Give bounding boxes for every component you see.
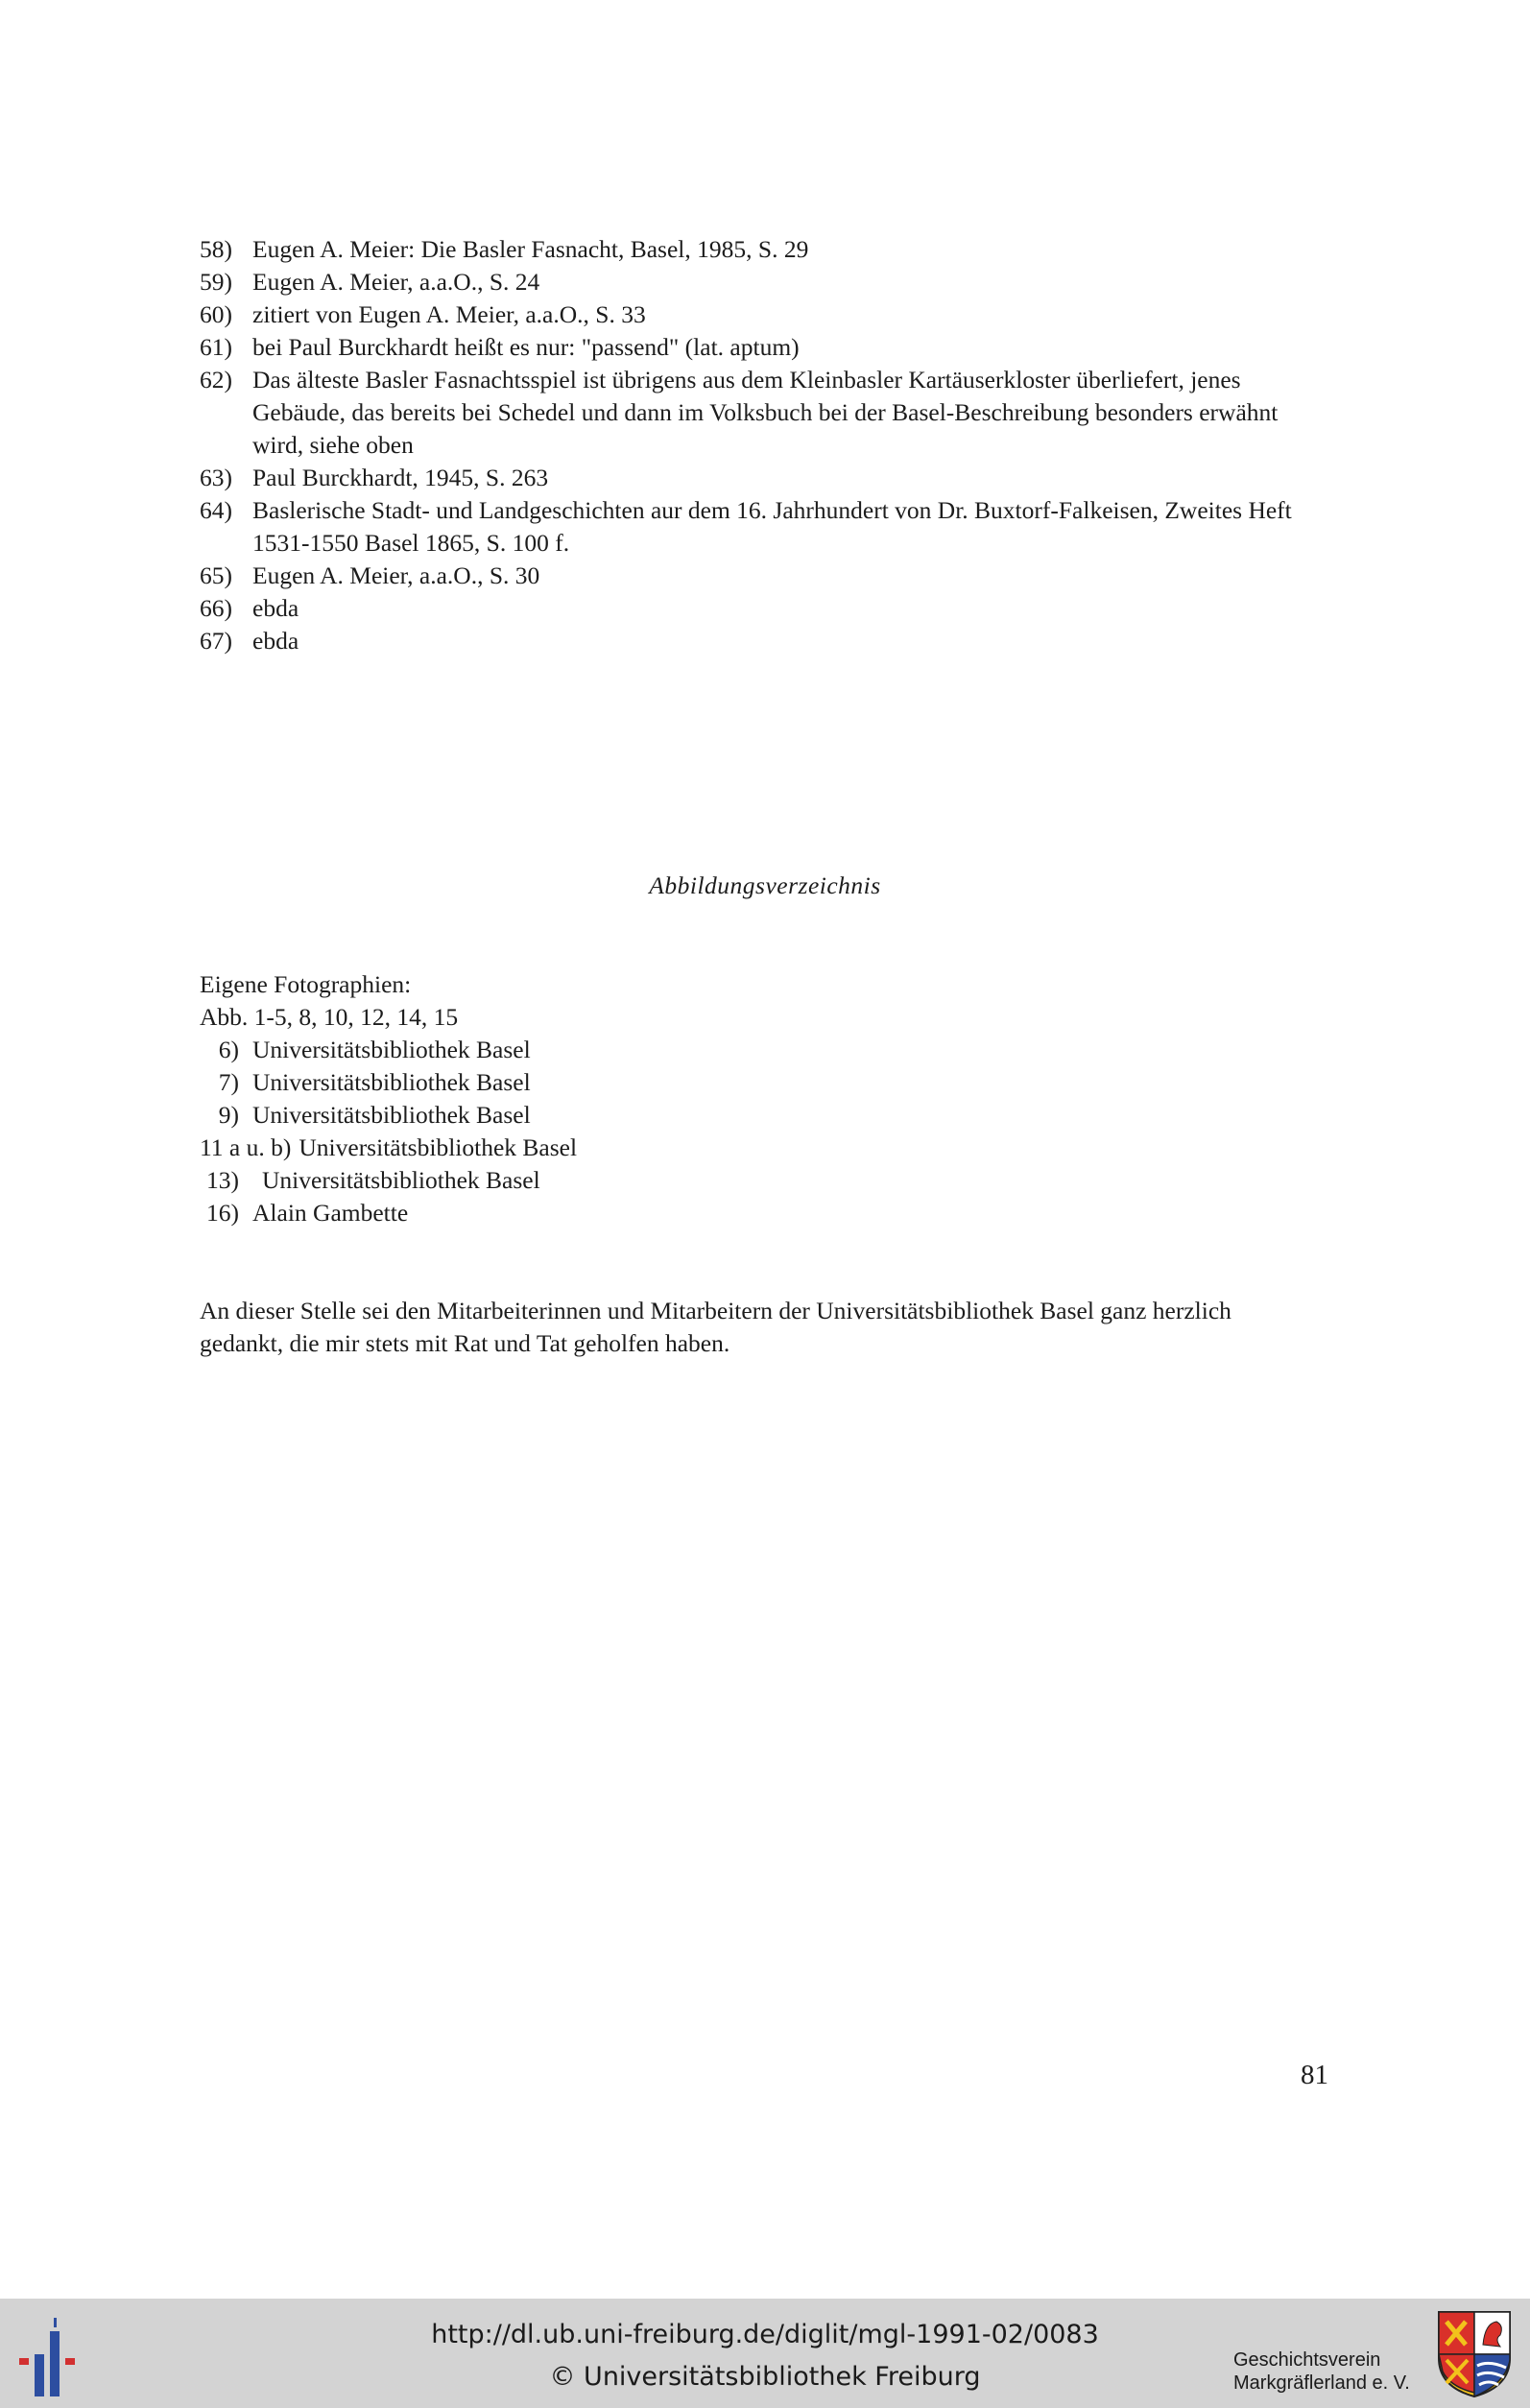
- footnote-text: Das älteste Basler Fasnachtsspiel ist übrigens aus dem Kleinbasler Kartäuserkloster überliefert, jenes Gebäude, das bereits bei Schedel und dann im Volksbuch bei der Basel-Beschreibung besonders erwähnt wird, siehe oben: [252, 366, 1279, 459]
- footnote-text: Eugen A. Meier, a.a.O., S. 24: [252, 268, 540, 296]
- credit-item: [200, 1164, 1064, 1197]
- footnote-number: 59): [200, 268, 232, 296]
- acknowledgement-paragraph: An dieser Stelle sei den Mitarbeiterinnen und Mitarbeitern der Universitätsbibliothek Basel ganz herzlich gedankt, die mir stets mit Rat und Tat geholfen haben.: [200, 1297, 1231, 1357]
- footnote-text: bei Paul Burckhardt heißt es nur: "passend" (lat. aptum): [252, 333, 800, 361]
- footnote-item: [200, 462, 1351, 494]
- credit-number: 16): [206, 1199, 239, 1227]
- credit-number: 7): [218, 1068, 239, 1096]
- society-line-1: Geschichtsverein: [1233, 2349, 1381, 2371]
- footnote-item: [200, 560, 1351, 592]
- footnote-number: 60): [200, 300, 232, 328]
- footnote-number: 66): [200, 594, 232, 622]
- society-name: [1233, 2348, 1410, 2395]
- section-heading: Abbildungsverzeichnis: [649, 871, 881, 899]
- illustration-credits: [200, 968, 1064, 1229]
- footnote-item: [200, 364, 1308, 462]
- footnote-text: ebda: [252, 627, 299, 655]
- credit-source: Universitätsbibliothek Basel: [252, 1036, 531, 1063]
- footnote-text: Paul Burckhardt, 1945, S. 263: [252, 464, 549, 491]
- footnote-text: Baslerische Stadt- und Landgeschichten aur dem 16. Jahrhundert von Dr. Buxtorf-Falkeisen, Zweites Heft 1531-1550 Basel 1865, S. 100 f.: [252, 496, 1292, 557]
- credit-item: [200, 1197, 1064, 1229]
- credit-number: 11 a u. b): [200, 1133, 292, 1161]
- credit-source: Universitätsbibliothek Basel: [252, 1068, 531, 1096]
- credit-source: Alain Gambette: [252, 1199, 409, 1227]
- own-photos-list: Abb. 1-5, 8, 10, 12, 14, 15: [200, 1003, 459, 1031]
- footnote-number: 65): [200, 561, 232, 589]
- credit-item: [200, 1034, 1064, 1066]
- footnote-number: 64): [200, 496, 232, 524]
- credit-number: 6): [218, 1036, 239, 1063]
- credit-item: [200, 1132, 1064, 1164]
- footnote-number: 58): [200, 235, 232, 263]
- footnote-number: 67): [200, 627, 232, 655]
- footnote-text: Eugen A. Meier, a.a.O., S. 30: [252, 561, 540, 589]
- footnote-text: ebda: [252, 594, 299, 622]
- permalink-link[interactable]: http://dl.ub.uni-freiburg.de/diglit/mgl-1991-02/0083: [431, 2320, 1099, 2349]
- footnote-number: 61): [200, 333, 232, 361]
- credit-item: [200, 1099, 1064, 1132]
- footnote-item: [200, 331, 1351, 364]
- coat-of-arms-icon: [1437, 2310, 1512, 2398]
- credit-source: Universitätsbibliothek Basel: [252, 1101, 531, 1129]
- footnote-text: zitiert von Eugen A. Meier, a.a.O., S. 33: [252, 300, 646, 328]
- footnote-number: 63): [200, 464, 232, 491]
- credit-number: 9): [218, 1101, 239, 1129]
- credit-number: 13): [206, 1166, 239, 1194]
- footnote-list: [200, 233, 1351, 657]
- footnote-item: [200, 625, 1351, 657]
- credits-intro: Eigene Fotographien:: [200, 970, 412, 998]
- footnote-item: [200, 266, 1351, 298]
- society-line-2: Markgräflerland e. V.: [1233, 2372, 1410, 2394]
- footnote-text: Eugen A. Meier: Die Basler Fasnacht, Basel, 1985, S. 29: [252, 235, 809, 263]
- viewer-footer: [0, 2299, 1530, 2408]
- page-number: 81: [1301, 2060, 1328, 2090]
- credit-source: Universitätsbibliothek Basel: [262, 1166, 540, 1194]
- footnote-item: [200, 592, 1351, 625]
- credit-item: [200, 1066, 1064, 1099]
- footnote-item: [200, 494, 1327, 560]
- footnote-item: [200, 233, 1351, 266]
- footnote-number: 62): [200, 366, 232, 393]
- copyright-notice: © Universitätsbibliothek Freiburg: [549, 2362, 981, 2392]
- footnote-item: [200, 298, 1351, 331]
- credit-source: Universitätsbibliothek Basel: [299, 1133, 578, 1161]
